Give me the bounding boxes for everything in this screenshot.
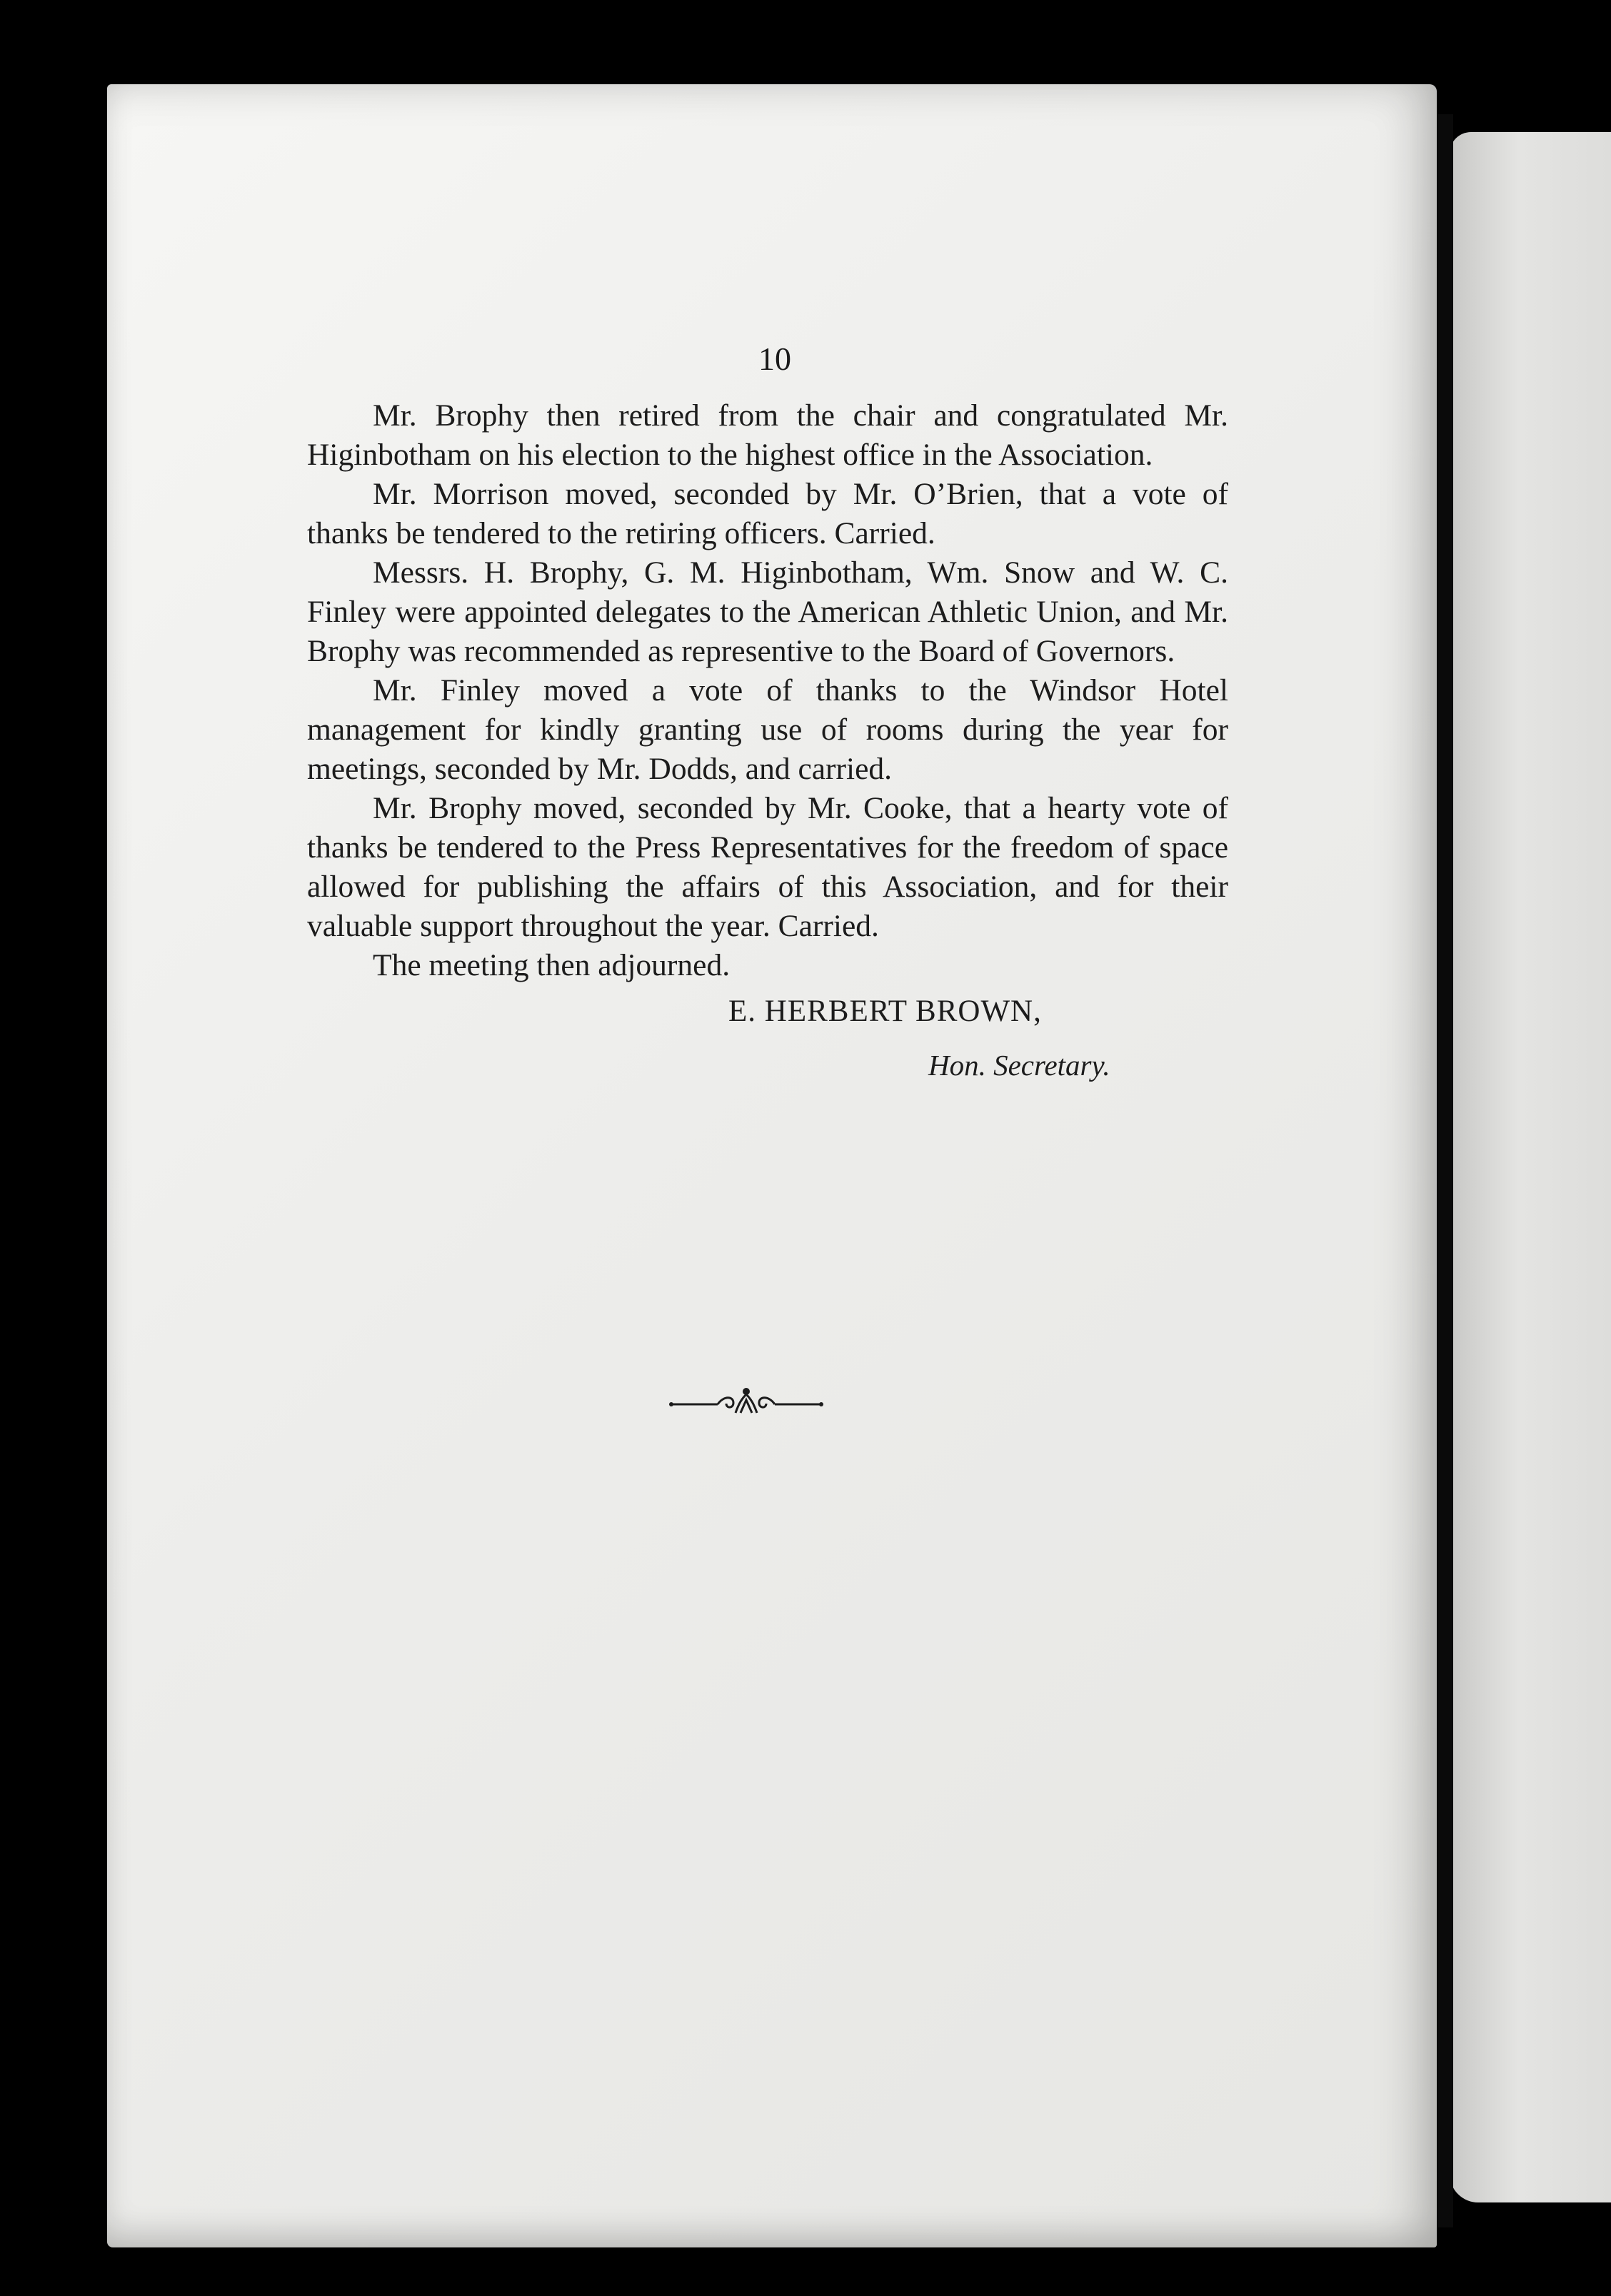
signature-title: Hon. Secretary.: [928, 1049, 1110, 1082]
facing-page-edge: [1450, 132, 1611, 2202]
paragraph: Mr. Brophy then retired from the chair and congratulated Mr. Higinbotham on his election to the highest office in the Association.: [307, 398, 1228, 472]
body-text: [307, 396, 1228, 985]
signature-name: E. HERBERT BROWN,: [728, 995, 1042, 1028]
paragraph: Mr. Finley moved a vote of thanks to the Windsor Hotel management for kindly granting use of rooms during the year for meetings, seconded by Mr. Dodds, and carried.: [307, 673, 1228, 786]
paragraph: Mr. Brophy moved, seconded by Mr. Cooke, that a hearty vote of thanks be tendered to the Press Representatives for the freedom of space allowed for publishing the affairs of this Association, and for their valuable support throughout the year. Carried.: [307, 791, 1228, 943]
decorative-flourish-icon: [668, 1381, 825, 1424]
paragraph: Mr. Morrison moved, seconded by Mr. O’Brien, that a vote of thanks be tendered to the retiring officers. Carried.: [307, 477, 1228, 550]
page-number: 10: [758, 341, 791, 377]
paragraph: The meeting then adjourned.: [373, 948, 731, 982]
paragraph: Messrs. H. Brophy, G. M. Higinbotham, Wm. Snow and W. C. Finley were appointed delegates to the American Athletic Union, and Mr. Brophy was recommended as representive to the Board of Governors.: [307, 555, 1228, 668]
